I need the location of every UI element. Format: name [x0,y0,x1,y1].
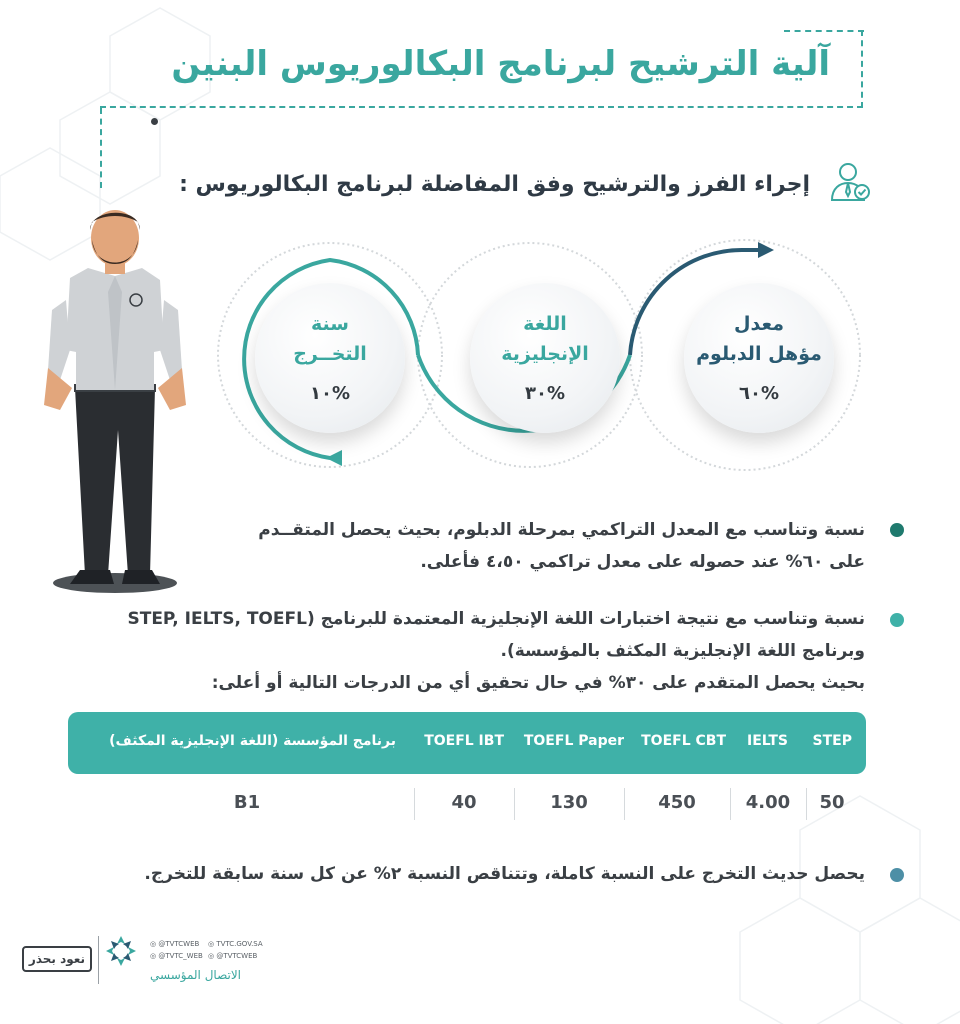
footer-divider [98,936,99,984]
bullet-text: يحصل حديث التخرج على النسبة كاملة، وتتناقص النسبة ٢% عن كل سنة سابقة للتخرج. [144,864,865,884]
bullet-dot [890,868,904,882]
table-cell-step: 50 [819,792,845,813]
criterion-value: %٣٠ [524,383,566,404]
tvtc-logo-icon [104,934,138,968]
criterion-label-line1: اللغة [523,313,567,335]
table-header-toefl-ibt: TOEFL IBT [424,733,504,749]
social-handle: ◎ @TVTC_WEB [150,952,203,960]
scores-table-header [68,712,866,774]
title-frame-left [100,108,102,188]
criterion-value: %١٠ [309,383,351,404]
criterion-diploma-gpa [684,283,834,433]
social-handle-text: @TVTC_WEB [158,952,203,960]
page-title: آلية الترشيح لبرنامج البكالوريوس البنين [171,44,830,84]
bullet-text: على ٦٠% عند حصوله على معدل تراكمي ٤،٥٠ فأعلى. [420,552,865,572]
bullet-text: بحيث يحصل المتقدم على ٣٠% في حال تحقيق أي من الدرجات التالية أو أعلى: [211,673,865,693]
social-handle: ◎ TVTC.GOV.SA [208,940,263,948]
social-handle-text: @TVTCWEB [158,940,200,948]
criterion-label-line2: مؤهل الدبلوم [696,343,822,365]
table-cell-toefl-paper: 130 [550,792,588,813]
section-subtitle: إجراء الفرز والترشيح وفق المفاضلة لبرنامج البكالوريوس : [179,172,810,197]
table-divider [624,788,625,820]
table-cell-toefl-cbt: 450 [658,792,696,813]
user-check-icon [828,160,872,204]
table-divider [730,788,731,820]
bullet-dot [890,613,904,627]
social-handle: ◎ @TVTCWEB [208,952,258,960]
bullet-text: نسبة وتناسب مع المعدل التراكمي بمرحلة الدبلوم، بحيث يحصل المتقــدم [258,520,865,540]
social-handle-text: @TVTCWEB [216,952,258,960]
criterion-label-line2: التخــرج [293,343,367,365]
table-header-institution: برنامج المؤسسة (اللغة الإنجليزية المكثف) [109,733,396,749]
table-header-toefl-paper: TOEFL Paper [523,733,624,749]
table-cell-ielts: 4.00 [745,792,791,813]
criterion-english [470,283,620,433]
bullet-text: نسبة وتناسب مع نتيجة اختبارات اللغة الإنجليزية المعتمدة للبرنامج (STEP, IELTS, TOEFL [127,609,865,629]
table-divider [514,788,515,820]
person-illustration [30,200,190,600]
criterion-graduation-year [255,283,405,433]
social-handle: ◎ @TVTCWEB [150,940,200,948]
table-header-toefl-cbt: TOEFL CBT [641,733,726,749]
table-header-step: STEP [812,733,852,749]
table-header-ielts: IELTS [746,733,788,749]
table-cell-institution: B1 [233,792,261,813]
criterion-label-line1: سنة [311,313,349,335]
table-cell-toefl-ibt: 40 [451,792,477,813]
bullet-text: وبرنامج اللغة الإنجليزية المكثف بالمؤسسة). [500,641,865,661]
table-divider [414,788,415,820]
criterion-label-line1: معدل [734,313,784,335]
table-divider [806,788,807,820]
criterion-value: %٦٠ [738,383,780,404]
title-dot [151,118,158,125]
social-handle-text: TVTC.GOV.SA [216,940,263,948]
bullet-dot [890,523,904,537]
slogan-badge: نعود بحذر [22,946,92,972]
criterion-label-line2: الإنجليزية [501,343,589,365]
org-name: الاتصال المؤسسي [150,968,242,982]
